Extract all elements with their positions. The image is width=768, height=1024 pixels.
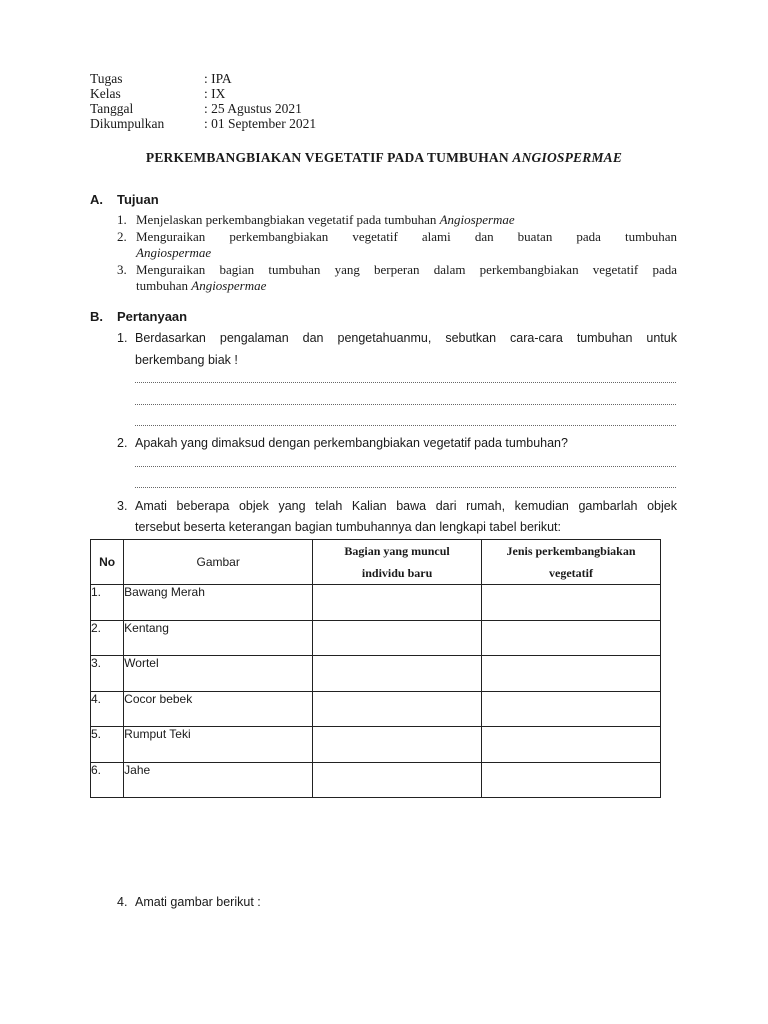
section-title: Tujuan xyxy=(117,192,159,207)
question-text: Amati gambar berikut : xyxy=(135,895,261,909)
item-text-line: Menguraikan perkembangbiakan vegetatif alami dan buatan pada tumbuhan xyxy=(136,228,677,244)
document-title xyxy=(0,150,768,166)
item-text-italic: Angiospermae xyxy=(439,212,515,227)
header-line: individu baru xyxy=(361,566,433,580)
observation-table xyxy=(90,539,661,798)
item-text-line: tumbuhan xyxy=(136,278,192,293)
table-row xyxy=(91,762,661,798)
answer-line[interactable] xyxy=(135,466,676,467)
question-text: Apakah yang dimaksud dengan perkembangbiakan vegetatif pada tumbuhan? xyxy=(135,436,568,450)
question-number: 1. xyxy=(117,331,128,345)
question-text: berkembang biak ! xyxy=(135,353,238,367)
section-letter: B. xyxy=(90,309,103,324)
cell-no: 3. xyxy=(91,656,124,692)
section-b-heading xyxy=(90,309,187,324)
cell-bagian[interactable] xyxy=(313,762,482,798)
question-text: Amati beberapa objek yang telah Kalian bawa dari rumah, kemudian gambarlah objek xyxy=(135,499,677,513)
header-bagian xyxy=(313,540,482,585)
cell-name: Jahe xyxy=(124,762,313,798)
info-value: : 25 Agustus 2021 xyxy=(204,101,302,116)
cell-jenis[interactable] xyxy=(482,727,661,763)
table-row xyxy=(91,727,661,763)
answer-line[interactable] xyxy=(135,487,676,488)
cell-no: 2. xyxy=(91,620,124,656)
header-line: Bagian yang muncul xyxy=(344,544,450,558)
cell-name: Wortel xyxy=(124,656,313,692)
header-jenis xyxy=(482,540,661,585)
cell-bagian[interactable] xyxy=(313,691,482,727)
info-key: Tugas xyxy=(90,71,123,86)
cell-bagian[interactable] xyxy=(313,585,482,621)
question-text: Berdasarkan pengalaman dan pengetahuanmu, sebutkan cara-cara tumbuhan untuk xyxy=(135,331,677,345)
info-row-dikumpulkan xyxy=(90,116,316,131)
cell-bagian[interactable] xyxy=(313,727,482,763)
title-main: PERKEMBANGBIAKAN VEGETATIF PADA TUMBUHAN xyxy=(145,150,513,165)
info-key: Kelas xyxy=(90,86,121,101)
answer-line[interactable] xyxy=(135,425,676,426)
cell-bagian[interactable] xyxy=(313,656,482,692)
list-item xyxy=(117,262,677,295)
table-header-row xyxy=(91,540,661,585)
answer-line[interactable] xyxy=(135,382,676,383)
item-text-italic: Angiospermae xyxy=(191,278,267,293)
cell-no: 6. xyxy=(91,762,124,798)
title-italic: ANGIOSPERMAE xyxy=(512,150,623,165)
item-text-line: Menguraikan bagian tumbuhan yang berperan dalam perkembangbiakan vegetatif pada xyxy=(136,261,677,277)
header-gambar: Gambar xyxy=(124,540,313,585)
table-row xyxy=(91,585,661,621)
item-number: 1. xyxy=(117,212,127,227)
table-row xyxy=(91,691,661,727)
question-number: 4. xyxy=(117,895,128,909)
question-text: tersebut beserta keterangan bagian tumbuhannya dan lengkapi tabel berikut: xyxy=(135,520,561,534)
assignment-info xyxy=(90,71,316,131)
item-text xyxy=(136,212,677,229)
cell-name: Bawang Merah xyxy=(124,585,313,621)
header-no: No xyxy=(91,540,124,585)
cell-name: Kentang xyxy=(124,620,313,656)
list-item xyxy=(117,229,677,262)
table-row xyxy=(91,656,661,692)
cell-no: 1. xyxy=(91,585,124,621)
section-a-heading xyxy=(90,192,159,207)
info-value: : 01 September 2021 xyxy=(204,116,317,131)
header-line: Jenis perkembangbiakan xyxy=(506,544,636,558)
info-value: : IX xyxy=(204,86,226,101)
info-key: Dikumpulkan xyxy=(90,116,165,131)
info-row-kelas xyxy=(90,86,316,101)
info-row-tanggal xyxy=(90,101,316,116)
objectives-list xyxy=(117,212,677,295)
question-number: 3. xyxy=(117,499,128,513)
info-row-tugas xyxy=(90,71,316,86)
cell-no: 4. xyxy=(91,691,124,727)
info-value: : IPA xyxy=(204,71,232,86)
table-row xyxy=(91,620,661,656)
item-text xyxy=(136,262,677,295)
item-text-italic: Angiospermae xyxy=(136,245,212,260)
cell-jenis[interactable] xyxy=(482,691,661,727)
cell-name: Cocor bebek xyxy=(124,691,313,727)
item-number: 2. xyxy=(117,228,127,244)
header-line: vegetatif xyxy=(549,566,593,580)
question-number: 2. xyxy=(117,436,128,450)
cell-jenis[interactable] xyxy=(482,620,661,656)
section-title: Pertanyaan xyxy=(117,309,188,324)
cell-bagian[interactable] xyxy=(313,620,482,656)
cell-jenis[interactable] xyxy=(482,656,661,692)
cell-jenis[interactable] xyxy=(482,585,661,621)
list-item xyxy=(117,212,677,229)
section-letter: A. xyxy=(90,192,103,207)
cell-name: Rumput Teki xyxy=(124,727,313,763)
cell-jenis[interactable] xyxy=(482,762,661,798)
item-text xyxy=(136,229,677,262)
item-number: 3. xyxy=(117,261,127,277)
item-text-main: Menjelaskan perkembangbiakan vegetatif pada tumbuhan xyxy=(136,212,440,227)
answer-line[interactable] xyxy=(135,404,676,405)
cell-no: 5. xyxy=(91,727,124,763)
info-key: Tanggal xyxy=(90,101,134,116)
